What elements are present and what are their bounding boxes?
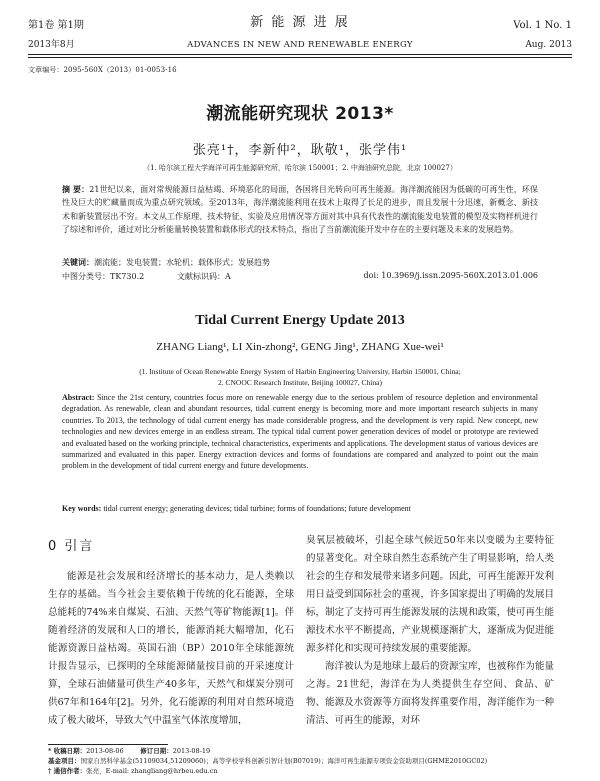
received-date: 2013-08-06 [86,747,124,755]
keywords-cn [62,257,270,268]
abstract-en-label: Abstract: [62,393,95,402]
volume-en: Vol. 1 No. 1 [513,20,572,31]
keywords-en-text: tidal current energy; generating devices; tidal turbine; forms of foundations; future development [103,504,411,513]
revised-label: 修订日期： [140,747,173,755]
keywords-cn-label: 关键词： [62,258,94,267]
section-heading: 0 引言 [48,539,95,554]
authors-en: ZHANG Liang¹, LI Xin-zhong², GENG Jing¹, ZHANG Xue-wei¹ [156,341,444,353]
body-column-right [306,532,554,730]
title-en: Tidal Current Energy Update 2013 [195,313,405,328]
fund-text: 国家自然科学基金(51109034,51209060)；高等学校学科创新引智计划(B07019)；海洋可再生能源专项资金资助项目(GHME2010GC02) [80,757,488,765]
header-rule-thin [28,57,572,58]
article-number: 文章编号：2095-560X（2013）01-0053-16 [28,66,177,74]
corresponding-label: † 通信作者： [48,767,87,775]
keywords-en [62,504,411,513]
document-code: 文献标识码：A [177,272,231,281]
affiliation-en-line1: (1. Institute of Ocean Renewable Energy System of Harbin Engineering University, Harbin 150001, China; [139,367,461,376]
footnote-rule [48,744,168,745]
abstract-en-text: Since the 21st century, countries focus more on renewable energy due to the serious problem of resource depletion and environmental degradation. As renewable, clean and abundant resources, tidal current energy is becoming more and more important research subjects in many countries. To 2013, the technology of tidal current energy has made considerable progress, and the development is very rapid. New concept, new technologies and new devices emerge in an endless stream. The typical tidal current power generation devices of model or prototype are reviewed and evaluated based on the working principle, technical characteristics, experiments and applications. The development status of various devices are summarized and evaluated in this paper. Energy extraction devices and forms of foundations are compared and analyzed to point out the main problem in the development of tidal current energy and future developments. [62,393,539,471]
class-number: 中图分类号：TK730.2 [62,272,145,281]
journal-name-en: ADVANCES IN NEW AND RENEWABLE ENERGY [187,40,413,50]
fund-label: 基金项目： [48,757,81,765]
date-cn: 2013年8月 [28,40,75,50]
body-column-left [48,532,294,730]
keywords-en-label: Key words: [62,504,102,513]
classification-line [62,271,538,282]
volume-cn: 第1卷 第1期 [28,20,84,31]
affiliation-en-line2: 2. CNOOC Research Institute, Beijing 100027, China) [218,378,382,387]
journal-name-cn: 新 能 源 进 展 [250,15,350,30]
footnote-dates [48,746,568,756]
keywords-cn-text: 潮流能；发电装置；水轮机；载体形式；发展趋势 [94,258,270,267]
title-cn: 潮流能研究现状 2013* [206,104,394,124]
affiliation-en [0,366,600,388]
abstract-en [62,392,538,472]
doi: doi: 10.3969/j.issn.2095-560X.2013.01.006 [363,271,538,280]
abstract-cn [62,183,538,237]
header-rule-thick [28,54,572,55]
abstract-cn-text: 21世纪以来，面对常规能源日益枯竭、环境恶化的局面，各国将目光转向可再生能源。海洋潮流能因为低碳的可再生性，环保性及巨大的贮藏量而成为重点研究领域。至2013年，海洋潮流能利用在技术上取得了长足的进步，而且发展十分迅速，新概念、新技术和新装置层出不穷。本文从工作原理、技术特征、实验及应用情况等方面对其中具有代表性的潮流能发电装置的模型及实物样机进行了综述和评价，通过对比分析能量转换装置和载体形式的技术特点，指出了当前潮流能开发中存在的主要问题及未来的发展趋势。 [62,185,538,235]
received-label: * 收稿日期： [48,747,87,755]
footnote-fund [48,756,568,766]
abstract-cn-label: 摘 要： [62,185,90,194]
revised-date: 2013-08-19 [172,747,211,755]
body-paragraph: 能源是社会发展和经济增长的基本动力，是人类赖以生存的基础。当今社会主要依赖于传统的化石能源，全球总能耗的74%来自煤炭、石油、天然气等矿物能源[1]。伴随着经济的发展和人口的增长，能源消耗大幅增加，化石能源资源日益枯竭。英国石油（BP）2010年全球能源统计报告显示，已探明的全球能源储量按目前的开采速度计算，全球石油储量可供生产40多年，天然气和煤炭分别可供67年和164年[2]。另外，化石能源的利用对自然环境造成了极大破坏，导致大气中温室气体浓度增加， [48,571,294,726]
affiliation-cn: （1. 哈尔滨工程大学海洋可再生能源研究所，哈尔滨 150001；2. 中海油研究总院，北京 100027） [143,164,457,172]
corresponding-text: 张亮，E-mail: zhangliang@hrbeu.edu.cn [86,767,218,775]
body-paragraph: 海洋被认为是地球上最后的资源宝库，也被称作为能量之海。21世纪，海洋在为人类提供生存空间、食品、矿物、能源及水资源等方面将发挥重要作用，海洋能作为一种清洁、可再生的能源，对环 [306,661,554,726]
footnote-corresponding [48,766,568,776]
body-paragraph: 臭氧层被破坏，引起全球气候近50年来以变暖为主要特征的显著变化。对全球自然生态系统产生了明显影响，给人类社会的生存和发展带来诸多问题。因此，可再生能源开发利用日益受到国际社会的重视，许多国家提出了明确的发展目标，制定了支持可再生能源发展的法规和政策，使可再生能源技术水平不断提高，产业规模逐渐扩大，逐渐成为促进能源多样化和实现可持续发展的重要能源。 [306,535,554,654]
authors-cn: 张亮¹†，李新仲²，耿敬¹，张学伟¹ [192,143,408,158]
date-en: Aug. 2013 [525,40,572,50]
